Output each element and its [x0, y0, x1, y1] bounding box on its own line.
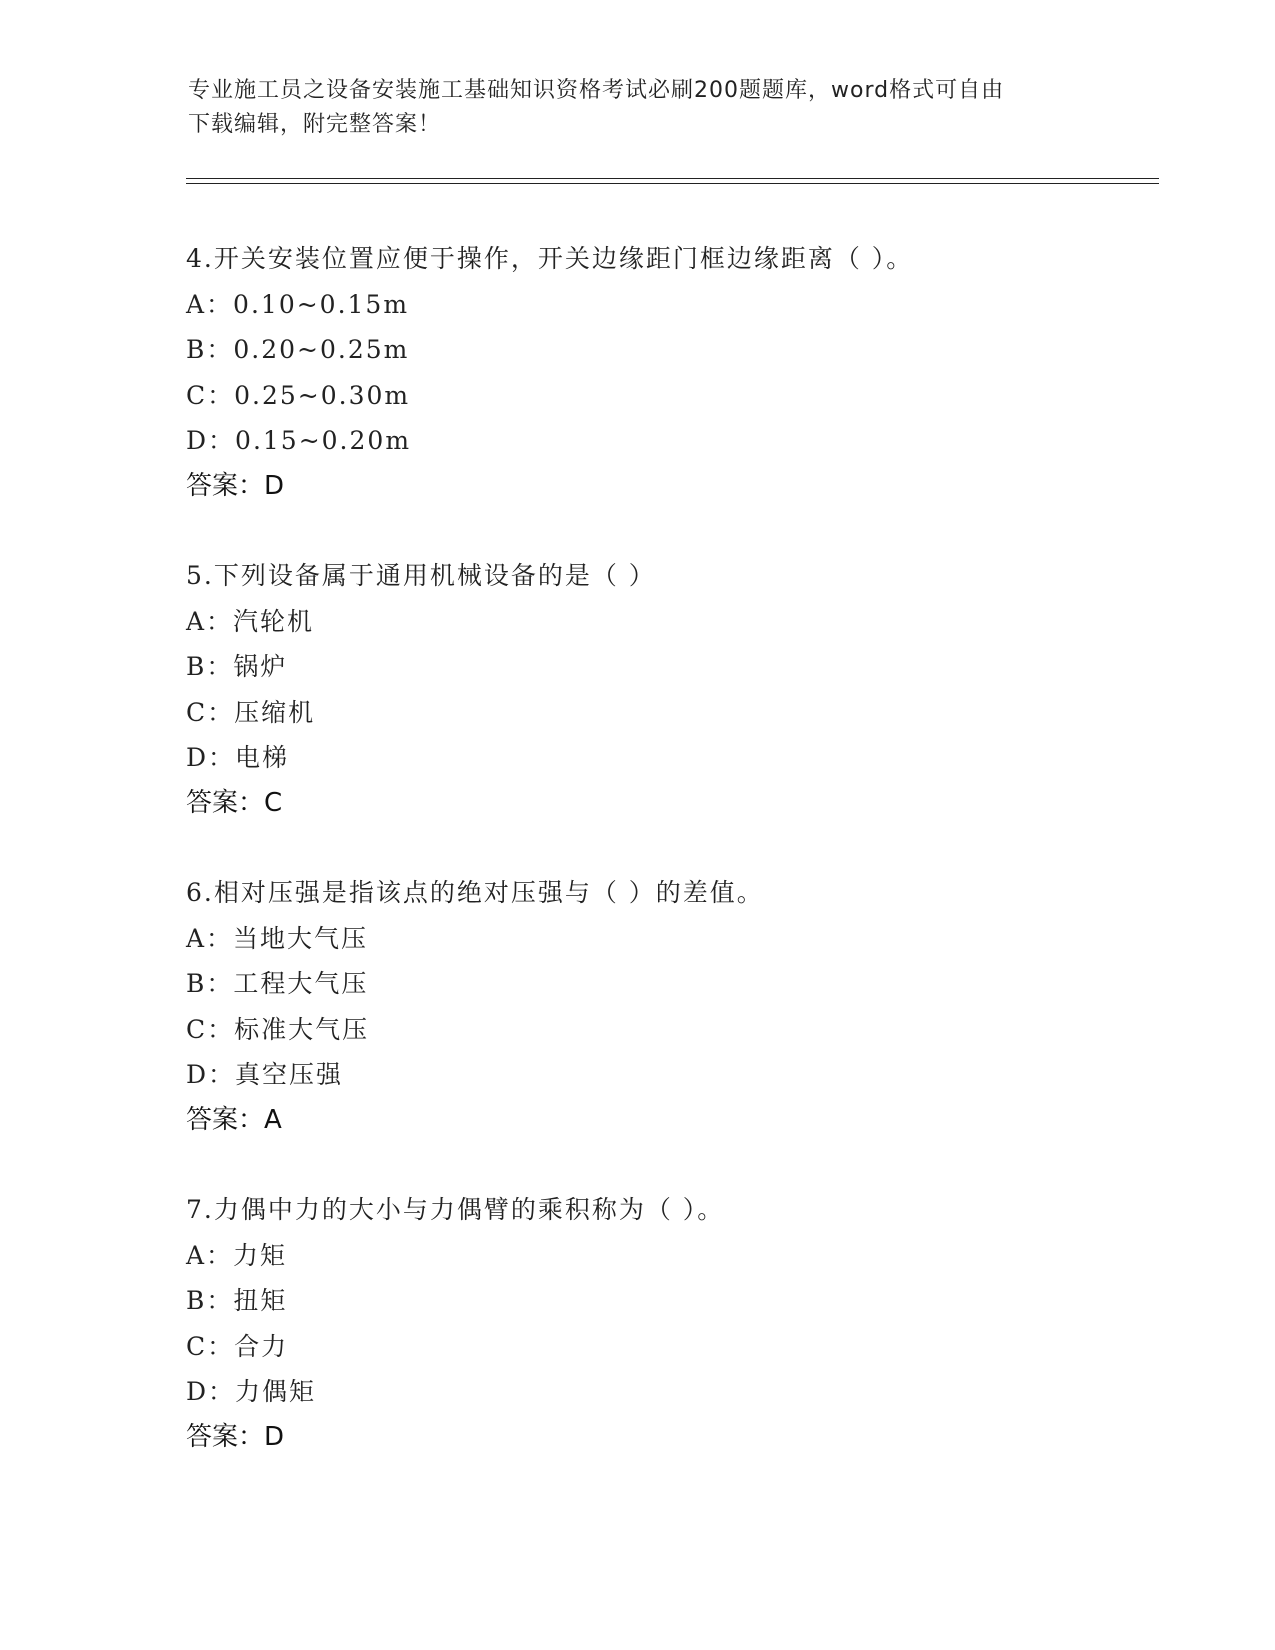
- option-d: D：0.15~0.20m: [186, 426, 412, 455]
- option-c: C：压缩机: [186, 697, 316, 727]
- question-6: [186, 870, 1146, 1143]
- question-7: [186, 1187, 1146, 1460]
- answer-line: 答案：A: [186, 1104, 282, 1135]
- option-c: C：0.25~0.30m: [186, 380, 411, 410]
- question-5: [186, 553, 1146, 826]
- option-b: B：锅炉: [186, 652, 288, 681]
- answer-line: 答案：C: [186, 787, 283, 818]
- spacer: [186, 509, 1146, 553]
- option-c: C：合力: [186, 1331, 289, 1361]
- option-a: A：力矩: [186, 1240, 288, 1270]
- document-header: [188, 74, 1068, 142]
- header-title-line-1: 专业施工员之设备安装施工基础知识资格考试必刷200题题库，word格式可自由: [188, 78, 1005, 103]
- answer-line: 答案：D: [186, 470, 285, 501]
- option-b: B：0.20~0.25m: [186, 335, 410, 364]
- option-d: D：电梯: [186, 743, 290, 772]
- option-d: D：真空压强: [186, 1060, 344, 1089]
- question-stem: 7.力偶中力的大小与力偶臂的乘积称为（ ）。: [186, 1195, 725, 1224]
- spacer: [186, 1143, 1146, 1187]
- question-4: [186, 236, 1146, 509]
- option-b: B：扭矩: [186, 1286, 288, 1315]
- option-a: A：0.10~0.15m: [186, 289, 410, 319]
- header-title-line-2: 下载编辑，附完整答案！: [188, 112, 442, 137]
- question-stem: 4.开关安装位置应便于操作，开关边缘距门框边缘距离（ ）。: [186, 244, 914, 273]
- question-list: [186, 236, 1146, 1460]
- question-stem: 5.下列设备属于通用机械设备的是（ ）: [186, 561, 656, 590]
- option-b: B：工程大气压: [186, 969, 369, 998]
- spacer: [186, 826, 1146, 870]
- option-c: C：标准大气压: [186, 1014, 370, 1044]
- answer-line: 答案：D: [186, 1421, 285, 1452]
- option-d: D：力偶矩: [186, 1377, 317, 1406]
- option-a: A：当地大气压: [186, 923, 369, 953]
- header-divider: [186, 178, 1159, 184]
- option-a: A：汽轮机: [186, 606, 315, 636]
- question-stem: 6.相对压强是指该点的绝对压强与（ ）的差值。: [186, 878, 764, 907]
